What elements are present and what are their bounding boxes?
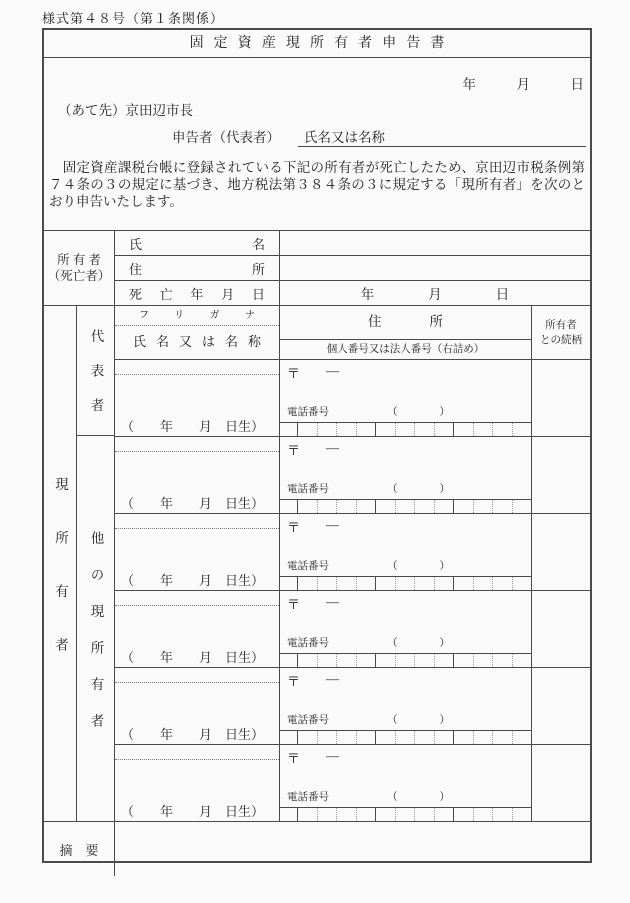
id-number-cell <box>297 654 317 667</box>
id-number-cell <box>414 423 434 436</box>
id-number-cell <box>434 654 454 667</box>
owner-name-field <box>115 529 279 570</box>
remarks-section <box>44 821 590 876</box>
id-number-cell <box>414 577 434 590</box>
id-number-grid <box>280 807 531 821</box>
id-number-cell <box>297 423 317 436</box>
postal-dash: ― <box>326 517 340 532</box>
id-number-cell <box>336 731 356 744</box>
representative-label: 代表者 <box>77 306 114 436</box>
id-number-cell <box>434 577 454 590</box>
owner-name-field <box>115 683 279 724</box>
remarks-label: 摘要 <box>44 822 115 876</box>
id-number-cell <box>512 500 532 513</box>
owner-relation-cell <box>532 514 590 590</box>
id-number-cell <box>414 654 434 667</box>
id-number-cell <box>356 731 376 744</box>
owner-furigana-field <box>115 591 279 606</box>
owner-postal-line <box>280 671 531 690</box>
id-number-cell <box>317 654 337 667</box>
owner-address-cell <box>280 668 532 744</box>
owner-birthdate-label: （ 年 月 日生） <box>121 419 265 434</box>
id-number-cell <box>395 808 415 821</box>
id-number-cell <box>492 808 512 821</box>
id-number-cell <box>473 731 493 744</box>
owner-name-cell <box>115 745 280 821</box>
id-number-cell <box>512 423 532 436</box>
deceased-address-row <box>115 255 590 280</box>
id-number-cell <box>453 731 473 744</box>
id-number-cell <box>317 808 337 821</box>
id-number-cell <box>336 654 356 667</box>
owner-name-cell <box>115 360 280 436</box>
owner-address-field <box>280 459 531 481</box>
postal-dash: ― <box>326 748 340 763</box>
phone-number-field: （ ） <box>387 792 450 803</box>
owner-kind-column <box>77 306 115 821</box>
owner-furigana-field <box>115 437 279 452</box>
id-number-cell <box>395 500 415 513</box>
id-number-cell <box>492 423 512 436</box>
owner-phone-line <box>280 404 531 419</box>
id-number-cell <box>336 500 356 513</box>
owner-row <box>115 590 590 667</box>
phone-label: 電話番号 <box>287 561 329 572</box>
owner-phone-line <box>280 712 531 727</box>
id-number-grid <box>280 730 531 744</box>
name-header: 氏名又は名称 <box>133 334 261 349</box>
id-number-cell <box>297 577 317 590</box>
id-number-cell <box>356 808 376 821</box>
form-number: 様式第４８号（第１条関係） <box>42 11 225 26</box>
owner-postal-line <box>280 748 531 767</box>
id-number-cell <box>317 731 337 744</box>
owner-address-field <box>280 382 531 404</box>
owner-address-cell <box>280 360 532 436</box>
id-number-cell <box>453 808 473 821</box>
owner-phone-line <box>280 789 531 804</box>
id-number-cell <box>280 654 297 667</box>
postal-dash: ― <box>326 440 340 455</box>
id-number-cell <box>473 654 493 667</box>
deceased-owner-rows <box>115 231 590 305</box>
id-number-cell <box>395 577 415 590</box>
owner-relation-cell <box>532 668 590 744</box>
owner-birthdate-label: （ 年 月 日生） <box>121 727 265 742</box>
owner-name-field <box>115 375 279 416</box>
owner-address-field <box>280 613 531 635</box>
date-field: 年 月 日 <box>462 77 584 92</box>
owner-address-cell <box>280 437 532 513</box>
owner-address-cell <box>280 514 532 590</box>
owner-postal-line <box>280 363 531 382</box>
postal-mark-icon: 〒 <box>287 674 301 689</box>
owner-phone-line <box>280 481 531 496</box>
deceased-death-date-field: 年 月 日 <box>360 287 510 302</box>
id-number-cell <box>492 731 512 744</box>
id-number-cell <box>317 500 337 513</box>
id-number-cell <box>395 731 415 744</box>
deceased-address-label: 住所 <box>129 261 265 277</box>
phone-label: 電話番号 <box>287 638 329 649</box>
owner-relation-cell <box>532 591 590 667</box>
owner-furigana-field <box>115 360 279 375</box>
id-number-grid <box>280 499 531 513</box>
owner-name-field <box>115 452 279 493</box>
id-number-cell <box>375 654 395 667</box>
id-number-cell <box>317 423 337 436</box>
id-number-grid <box>280 576 531 590</box>
id-number-cell <box>356 577 376 590</box>
deceased-name-label: 氏名 <box>129 236 265 252</box>
id-number-header: 個人番号又は法人番号（右詰め） <box>280 339 531 359</box>
deceased-owner-section <box>44 231 590 306</box>
remarks-field <box>115 822 590 876</box>
owner-furigana-field <box>115 668 279 683</box>
deceased-death-date-label: 死亡年月日 <box>129 286 265 302</box>
id-number-cell <box>356 654 376 667</box>
furigana-header: フリガナ <box>115 306 279 326</box>
postal-dash: ― <box>326 363 340 378</box>
id-number-cell <box>434 500 454 513</box>
id-number-cell <box>336 577 356 590</box>
owner-address-cell <box>280 745 532 821</box>
id-number-cell <box>336 423 356 436</box>
address-column-header <box>280 306 532 359</box>
owner-row <box>115 513 590 590</box>
owner-name-cell <box>115 591 280 667</box>
declarant-name-field <box>298 126 586 147</box>
postal-dash: ― <box>326 671 340 686</box>
id-number-grid <box>280 653 531 667</box>
owner-birthdate-label: （ 年 月 日生） <box>121 573 265 588</box>
owners-detail-column <box>115 306 590 821</box>
phone-label: 電話番号 <box>287 407 329 418</box>
id-number-cell <box>375 423 395 436</box>
postal-mark-icon: 〒 <box>287 597 301 612</box>
addressee-label: （あて先）京田辺市長 <box>58 103 193 118</box>
postal-mark-icon: 〒 <box>287 520 301 535</box>
owner-phone-line <box>280 635 531 650</box>
id-number-cell <box>375 577 395 590</box>
id-number-cell <box>453 577 473 590</box>
owners-table-header <box>115 306 590 359</box>
id-number-cell <box>473 500 493 513</box>
current-owners-table <box>44 306 590 821</box>
owner-name-field <box>115 606 279 647</box>
id-number-cell <box>414 808 434 821</box>
phone-number-field: （ ） <box>387 561 450 572</box>
declaration-text: 固定資産課税台帳に登録されている下記の所有者が死亡したため、京田辺市税条例第７４条の３の規定に基づき、地方税法第３８４条の３に規定する「現所有者」を次のとおり申告いたします。 <box>49 160 585 209</box>
phone-number-field: （ ） <box>387 407 450 418</box>
owner-blocks <box>115 359 590 821</box>
id-number-cell <box>453 423 473 436</box>
id-number-cell <box>414 500 434 513</box>
owner-address-cell <box>280 591 532 667</box>
owner-birthdate-label: （ 年 月 日生） <box>121 650 265 665</box>
id-number-grid <box>280 422 531 436</box>
owner-address-field <box>280 536 531 558</box>
owner-address-field <box>280 690 531 712</box>
deceased-death-date-row <box>115 280 590 305</box>
owner-name-cell <box>115 437 280 513</box>
owner-postal-line <box>280 440 531 459</box>
id-number-cell <box>280 423 297 436</box>
owner-row <box>115 744 590 821</box>
id-number-cell <box>395 654 415 667</box>
postal-mark-icon: 〒 <box>287 443 301 458</box>
owner-relation-cell <box>532 745 590 821</box>
id-number-cell <box>297 808 317 821</box>
owner-relation-cell <box>532 360 590 436</box>
id-number-cell <box>434 423 454 436</box>
id-number-cell <box>395 423 415 436</box>
postal-dash: ― <box>326 594 340 609</box>
id-number-cell <box>473 423 493 436</box>
id-number-cell <box>512 577 532 590</box>
id-number-cell <box>280 731 297 744</box>
owner-postal-line <box>280 517 531 536</box>
owner-phone-line <box>280 558 531 573</box>
deceased-name-field <box>280 231 590 255</box>
id-number-cell <box>473 577 493 590</box>
deceased-address-field <box>280 256 590 280</box>
phone-label: 電話番号 <box>287 792 329 803</box>
id-number-cell <box>297 500 317 513</box>
deceased-owner-label: 所有者 （死亡者） <box>44 231 115 305</box>
name-column-header <box>115 306 280 359</box>
phone-label: 電話番号 <box>287 715 329 726</box>
id-number-cell <box>356 423 376 436</box>
id-number-cell <box>492 500 512 513</box>
id-number-cell <box>453 654 473 667</box>
id-number-cell <box>356 500 376 513</box>
owner-row <box>115 359 590 436</box>
id-number-cell <box>317 577 337 590</box>
owner-address-field <box>280 767 531 789</box>
phone-number-field: （ ） <box>387 638 450 649</box>
id-number-cell <box>512 654 532 667</box>
id-number-cell <box>473 808 493 821</box>
relation-column-header: 所有者 との続柄 <box>540 319 582 346</box>
id-number-cell <box>492 577 512 590</box>
owner-birthdate-label: （ 年 月 日生） <box>121 496 265 511</box>
id-number-cell <box>512 808 532 821</box>
id-number-cell <box>336 808 356 821</box>
intro-section <box>44 73 590 231</box>
declarant-name-label: 氏名又は名称 <box>304 130 385 145</box>
id-number-cell <box>375 808 395 821</box>
id-number-cell <box>414 731 434 744</box>
current-owner-group-label: 現所有者 <box>44 306 77 821</box>
declarant-line <box>44 126 590 147</box>
postal-mark-icon: 〒 <box>287 366 301 381</box>
id-number-cell <box>434 808 454 821</box>
id-number-cell <box>434 731 454 744</box>
postal-mark-icon: 〒 <box>287 751 301 766</box>
id-number-cell <box>280 808 297 821</box>
owner-name-cell <box>115 514 280 590</box>
owner-name-field <box>115 760 279 801</box>
id-number-cell <box>297 731 317 744</box>
phone-number-field: （ ） <box>387 484 450 495</box>
owner-row <box>115 436 590 513</box>
declarant-label: 申告者（代表者） <box>172 130 280 145</box>
id-number-cell <box>280 577 297 590</box>
other-owners-label: 他の現所有者 <box>88 530 104 750</box>
form-title: 固定資産現所有者申告書 <box>44 30 590 58</box>
id-number-cell <box>453 500 473 513</box>
id-number-cell <box>375 500 395 513</box>
id-number-cell <box>280 500 297 513</box>
owner-relation-cell <box>532 437 590 513</box>
id-number-cell <box>492 654 512 667</box>
owner-furigana-field <box>115 514 279 529</box>
phone-number-field: （ ） <box>387 715 450 726</box>
id-number-cell <box>512 731 532 744</box>
owner-row <box>115 667 590 744</box>
id-number-cell <box>375 731 395 744</box>
form-sheet <box>42 28 592 863</box>
owner-postal-line <box>280 594 531 613</box>
owner-name-cell <box>115 668 280 744</box>
phone-label: 電話番号 <box>287 484 329 495</box>
deceased-name-row <box>115 231 590 255</box>
address-header: 住所 <box>368 314 443 329</box>
owner-birthdate-label: （ 年 月 日生） <box>121 804 265 819</box>
owner-furigana-field <box>115 745 279 760</box>
